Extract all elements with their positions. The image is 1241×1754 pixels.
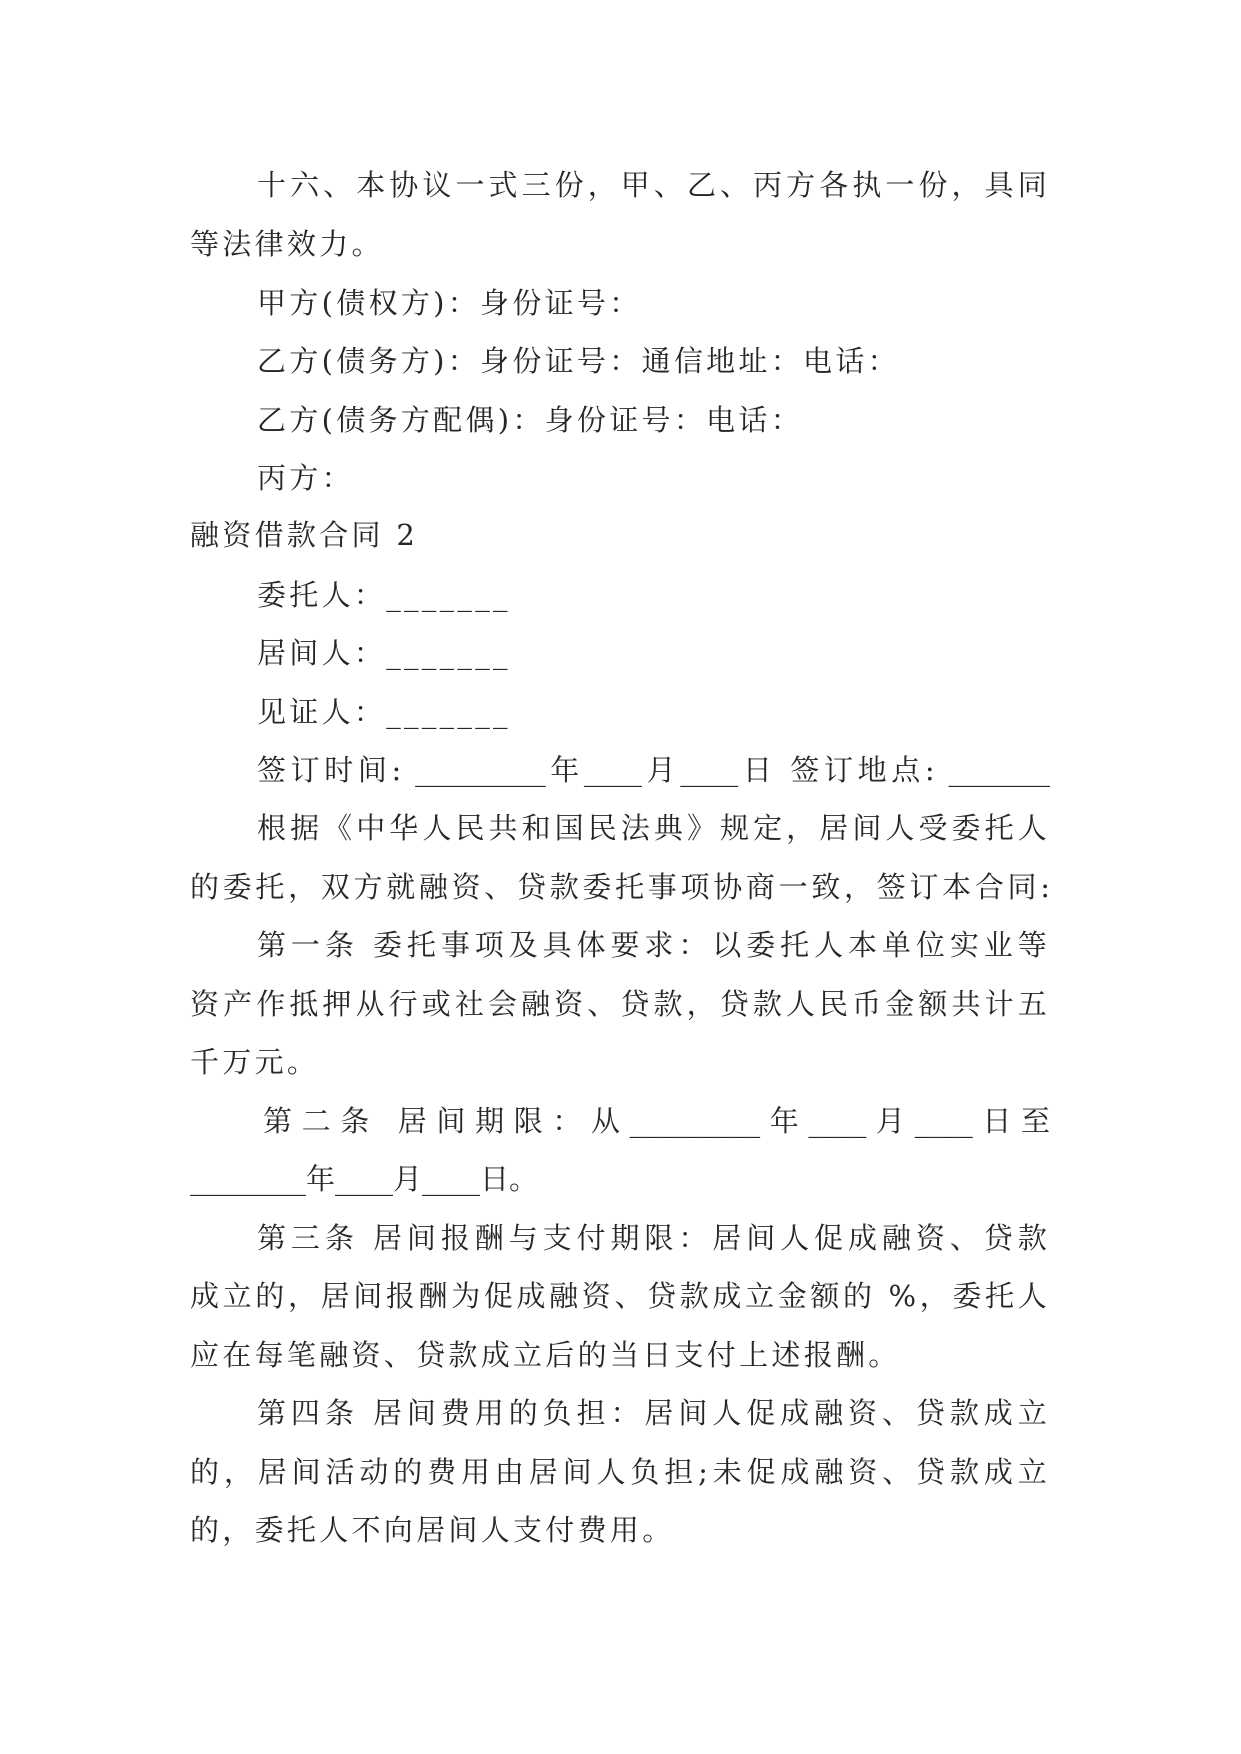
article-1-line: 第一条 委托事项及具体要求：以委托人本单位实业等 <box>257 928 1050 962</box>
paragraph-line: 等法律效力。 <box>190 227 384 261</box>
article-4-line: 的，委托人不向居间人支付费用。 <box>190 1513 675 1547</box>
article-3-line: 成立的，居间报酬为促成融资、贷款成立金额的 %，委托人 <box>190 1279 1050 1313</box>
article-2-line: ________年____月____日。 <box>190 1162 539 1196</box>
article-4-line: 的，居间活动的费用由居间人负担;未促成融资、贷款成立 <box>190 1455 1050 1489</box>
party-b-spouse-line: 乙方(债务方配偶)：身份证号：电话： <box>257 403 804 437</box>
witness-line: 见证人：_______ <box>257 695 511 729</box>
article-3-line: 应在每笔融资、贷款成立后的当日支付上述报酬。 <box>190 1338 901 1372</box>
party-b-line: 乙方(债务方)：身份证号：通信地址：电话： <box>257 344 900 378</box>
paragraph-line: 根据《中华人民共和国民法典》规定，居间人受委托人 <box>257 811 1050 845</box>
article-2-line: 第二条 居间期限：从_________年____月____日至 <box>263 1104 1050 1138</box>
article-1-line: 千万元。 <box>190 1045 320 1079</box>
paragraph-line: 的委托，双方就融资、贷款委托事项协商一致，签订本合同: <box>190 870 1050 904</box>
article-3-line: 第三条 居间报酬与支付期限：居间人促成融资、贷款 <box>257 1221 1050 1255</box>
party-c-line: 丙方： <box>257 461 354 495</box>
signing-info-line: 签订时间: _________年____月____日 签订地点: _______ <box>257 753 1050 787</box>
article-1-line: 资产作抵押从行或社会融资、贷款，贷款人民币金额共计五 <box>190 987 1050 1021</box>
intermediary-line: 居间人：_______ <box>257 636 511 670</box>
contract-title: 融资借款合同 2 <box>190 518 419 552</box>
party-a-line: 甲方(债权方)：身份证号： <box>257 286 642 320</box>
article-4-line: 第四条 居间费用的负担：居间人促成融资、贷款成立 <box>257 1396 1050 1430</box>
principal-line: 委托人：_______ <box>257 578 511 612</box>
paragraph-line: 十六、本协议一式三份，甲、乙、丙方各执一份，具同 <box>257 168 1050 202</box>
